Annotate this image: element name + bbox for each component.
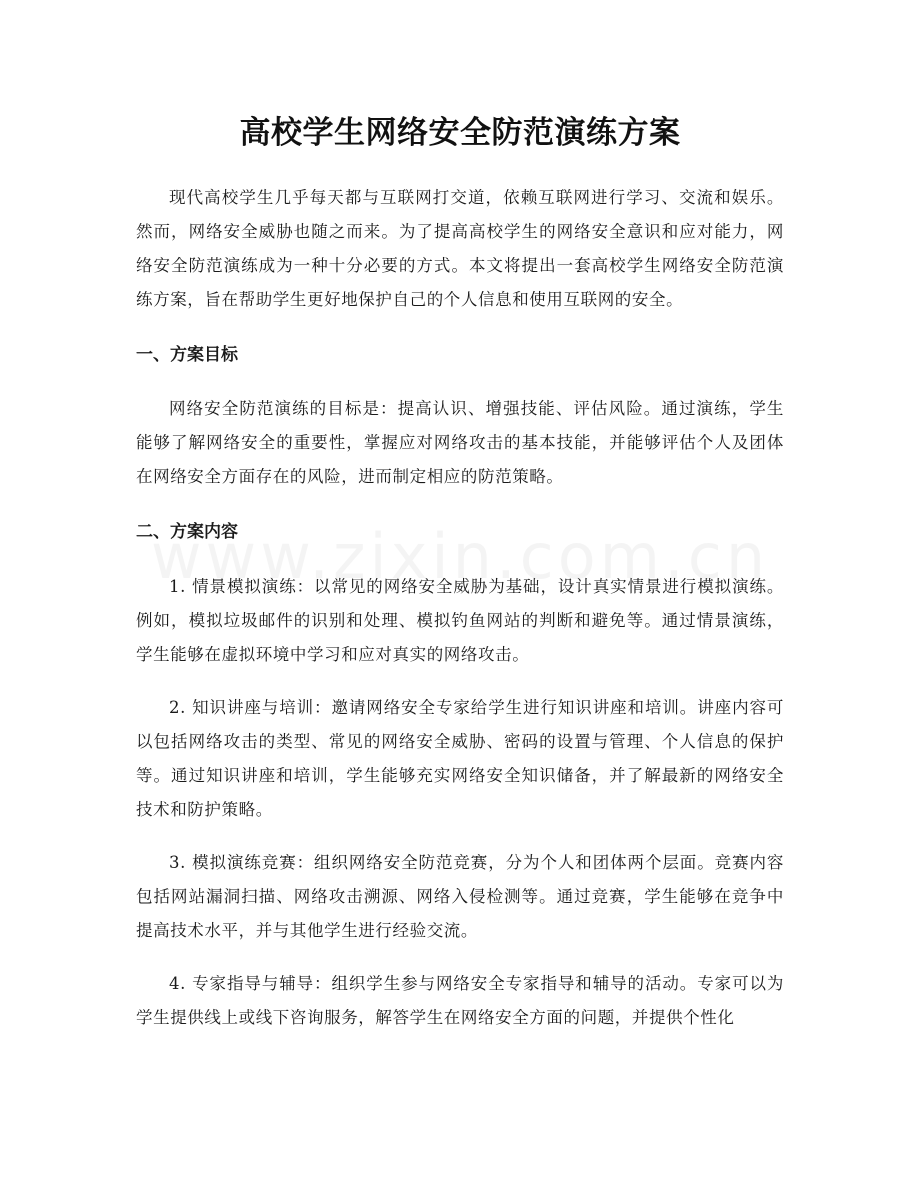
content-item-drill-competition: 3. 模拟演练竞赛：组织网络安全防范竞赛，分为个人和团体两个层面。竞赛内容包括网站漏洞扫描、网络攻击溯源、网络入侵检测等。通过竞赛，学生能够在竞争中提高技术水平，并与其他学生进行经验交流。 xyxy=(136,853,784,940)
document-title: 高校学生网络安全防范演练方案 xyxy=(239,115,681,151)
content-item-scenario-drill: 1. 情景模拟演练：以常见的网络安全威胁为基础，设计真实情景进行模拟演练。例如，模拟垃圾邮件的识别和处理、模拟钓鱼网站的判断和避免等。通过情景演练，学生能够在虚拟环境中学习和应对真实的网络攻击。 xyxy=(136,577,784,664)
content-item-expert-guidance: 4. 专家指导与辅导：组织学生参与网络安全专家指导和辅导的活动。专家可以为学生提供线上或线下咨询服务，解答学生在网络安全方面的问题，并提供个性化 xyxy=(136,974,784,1027)
section-heading-goal: 一、方案目标 xyxy=(136,345,238,365)
section-heading-content: 二、方案内容 xyxy=(136,522,238,542)
content-item-lectures-training: 2. 知识讲座与培训：邀请网络安全专家给学生进行知识讲座和培训。讲座内容可以包括网络攻击的类型、常见的网络安全威胁、密码的设置与管理、个人信息的保护等。通过知识讲座和培训，学生能够充实网络安全知识储备，并了解最新的网络安全技术和防护策略。 xyxy=(136,698,784,819)
intro-paragraph: 现代高校学生几乎每天都与互联网打交道，依赖互联网进行学习、交流和娱乐。然而，网络安全威胁也随之而来。为了提高高校学生的网络安全意识和应对能力，网络安全防范演练成为一种十分必要的方式。本文将提出一套高校学生网络安全防范演练方案，旨在帮助学生更好地保护自己的个人信息和使用互联网的安全。 xyxy=(136,188,784,309)
goal-paragraph: 网络安全防范演练的目标是：提高认识、增强技能、评估风险。通过演练，学生能够了解网络安全的重要性，掌握应对网络攻击的基本技能，并能够评估个人及团体在网络安全方面存在的风险，进而制定相应的防范策略。 xyxy=(136,399,784,486)
